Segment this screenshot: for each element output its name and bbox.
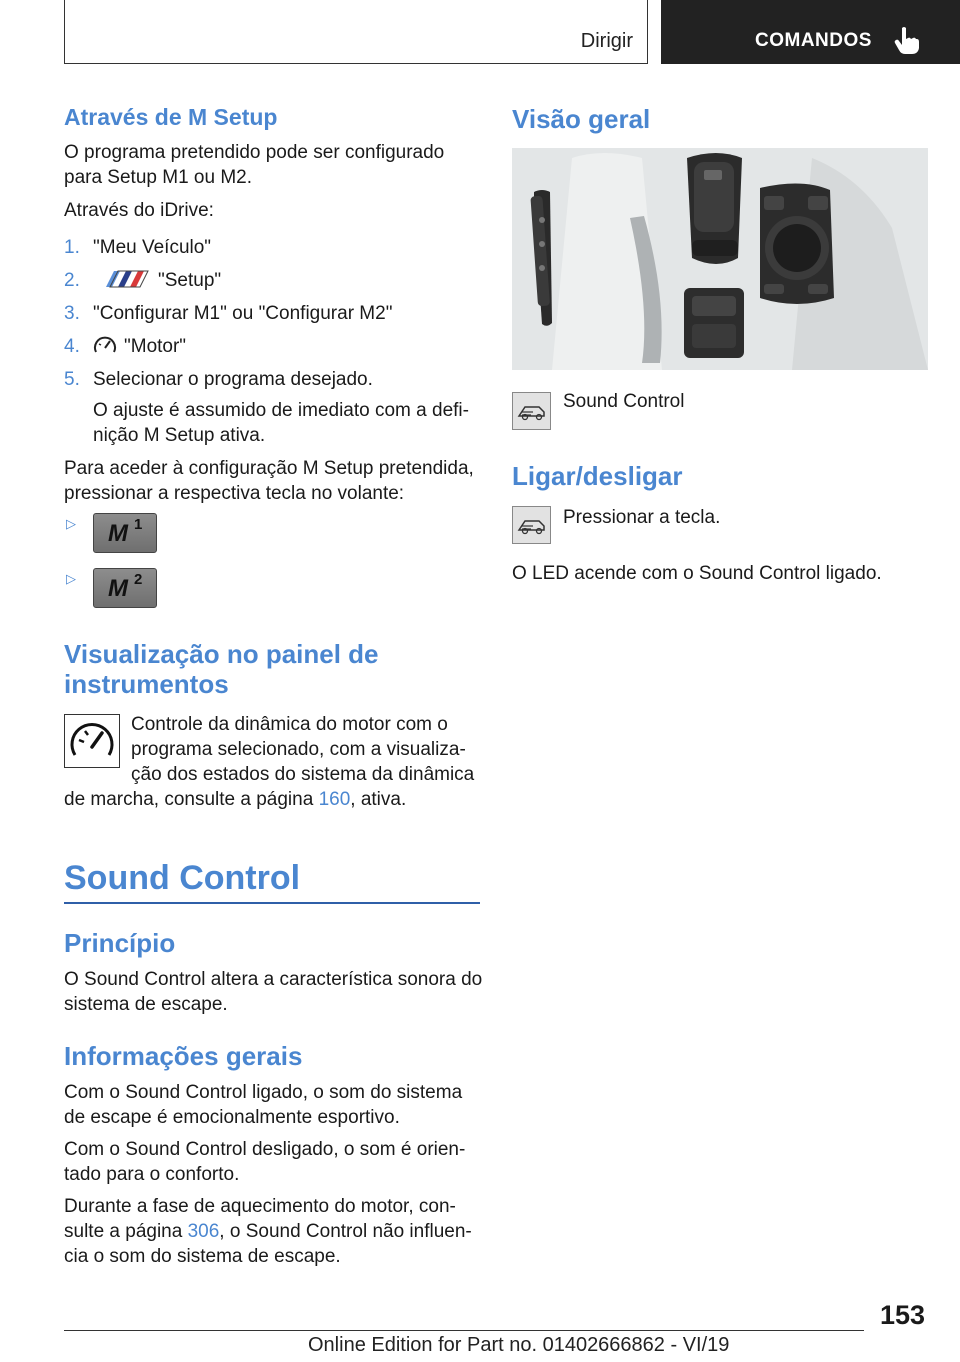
sound-control-caption: Sound Control [563,391,685,412]
step-1-number: 1. [64,237,80,258]
step-2-number: 2. [64,270,80,291]
step-4-number: 4. [64,336,80,357]
display-heading-line2: instrumentos [64,669,229,699]
step-5-note-line2: nição M Setup ativa. [93,425,266,446]
principle-heading: Princípio [64,928,176,958]
onoff-heading: Ligar/desligar [512,461,683,491]
sound-control-button-icon [512,506,551,544]
footer-edition: Online Edition for Part no. 01402666862 - VI/19 [308,1334,730,1356]
page-number: 153 [880,1300,926,1330]
bullet-m1: ▷ [66,516,76,531]
car-sound-icon [513,393,550,429]
overview-heading: Visão geral [512,104,651,134]
general-p2-line2: tado para o conforto. [64,1164,240,1185]
pointing-hand-icon [894,26,920,56]
steering-text-line1: Para aceder à configuração M Setup pretendida, [64,458,474,479]
bullet-m2: ▷ [66,571,76,586]
step-5-text: Selecionar o programa desejado. [93,369,373,390]
led-text: O LED acende com o Sound Control ligado. [512,563,882,584]
console-photo [512,148,928,370]
m-stripes-icon [100,270,150,288]
page-306-link[interactable]: 306 [187,1221,220,1242]
general-info-heading: Informações gerais [64,1041,303,1071]
footer-rule [64,1330,864,1331]
display-text-line1: Controle da dinâmica do motor com o [131,714,448,735]
step-5-number: 5. [64,369,80,390]
display-text-line4 [64,787,406,812]
gauge-icon-box [64,714,120,768]
general-p3-line1: Durante a fase de aquecimento do motor, con- [64,1196,456,1217]
header-chapter-tab [661,0,960,64]
general-p1-line1: Com o Sound Control ligado, o som do sistema [64,1082,463,1103]
general-p3-post: , o Sound Control não influen- [219,1221,472,1242]
engine-dynamics-gauge-icon [93,334,117,356]
display-text-line4-pre: de marcha, consulte a página [64,789,319,810]
general-p3-line2 [64,1219,472,1244]
msetup-heading: Através de M Setup [64,104,278,130]
general-p1-line2: de escape é emocionalmente esportivo. [64,1107,400,1128]
general-p2-line1: Com o Sound Control desligado, o som é orien- [64,1139,466,1160]
general-p3-pre: sulte a página [64,1221,188,1242]
m2-key-letter: M [108,575,128,602]
onoff-text: Pressionar a tecla. [563,507,721,528]
step-2-text: "Setup" [158,270,222,291]
display-text-line4-post: , ativa. [350,789,407,810]
msetup-intro: O programa pretendido pode ser configurado para Setup M1 ou M2. [64,142,445,188]
header-chapter-title: COMANDOS [755,30,872,51]
center-console-illustration [512,148,928,370]
display-text-line3: ção dos estados do sistema da dinâmica [131,764,475,785]
sound-control-heading: Sound Control [64,859,301,897]
m2-key-digit: 2 [134,571,143,588]
m2-key-image [93,568,157,608]
heading-rule [64,902,480,904]
principle-line2: sistema de escape. [64,994,228,1015]
step-3-text: "Configurar M1" ou "Configurar M2" [93,303,393,324]
m1-key-digit: 1 [134,516,143,533]
car-sound-button-icon [513,507,550,543]
m1-key-letter: M [108,520,128,547]
sound-control-key-icon [512,392,551,430]
principle-line1: O Sound Control altera a característica sonora do [64,969,483,990]
display-text-line2: programa selecionado, com a visualiza- [131,739,466,760]
general-p3-line3: cia o som do sistema de escape. [64,1246,341,1267]
step-3-number: 3. [64,303,80,324]
gauge-icon [65,715,119,767]
step-1-text: "Meu Veículo" [93,237,212,258]
header-section-box [64,0,648,64]
display-heading-line1: Visualização no painel de [64,639,379,669]
m1-key-image [93,513,157,553]
header-section-title: Dirigir [580,30,633,52]
step-4-text: "Motor" [124,336,187,357]
steering-text-line2: pressionar a respectiva tecla no volante: [64,483,405,504]
step-5-note-line1: O ajuste é assumido de imediato com a defi- [93,400,469,421]
idrive-label: Através do iDrive: [64,200,214,221]
page-160-link[interactable]: 160 [318,789,351,810]
